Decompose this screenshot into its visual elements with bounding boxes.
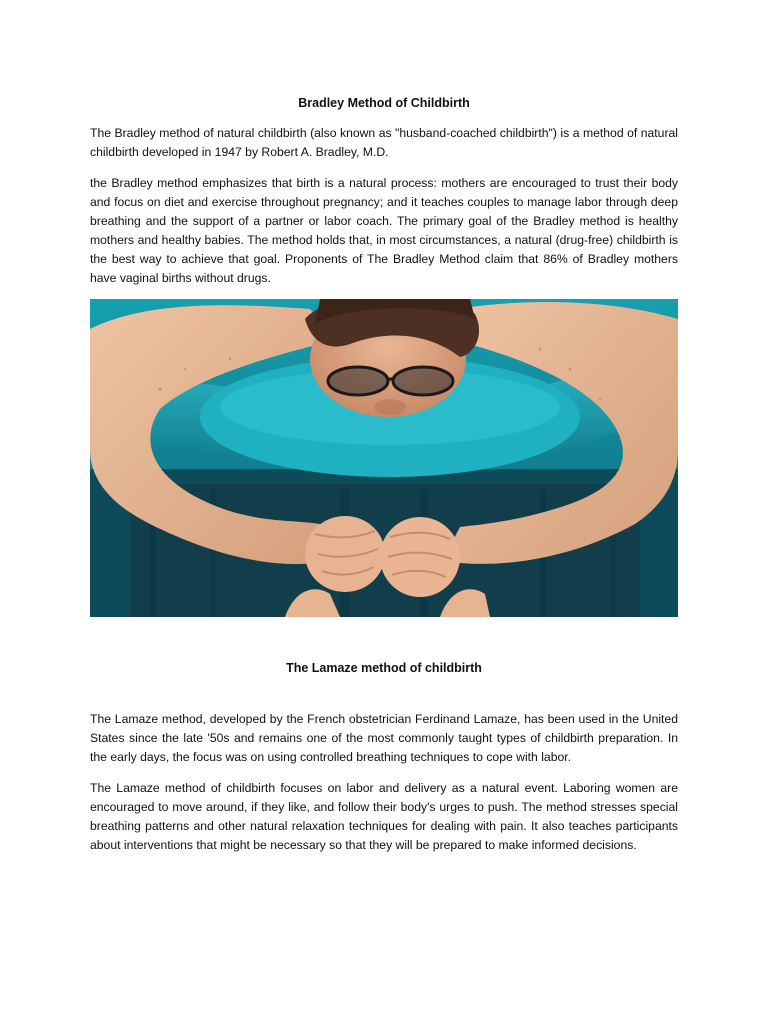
lamaze-paragraph-2: The Lamaze method of childbirth focuses on labor and delivery as a natural event. Laboring women are encouraged to move around, if they like, and follow their body's urges to push. The method stresses special breathing patterns and other natural relaxation techniques for dealing with pain. It also teaches participants about interventions that might be necessary so that they will be prepared to make informed decisions. (90, 781, 678, 852)
section-title-bradley: Bradley Method of Childbirth (298, 96, 470, 110)
lamaze-paragraph-1: The Lamaze method, developed by the French obstetrician Ferdinand Lamaze, has been used in the United States since the late '50s and remains one of the most commonly taught types of childbirth preparation. In the early days, the focus was on using controlled breathing techniques to cope with labor. (90, 712, 678, 764)
section-title-lamaze: The Lamaze method of childbirth (286, 661, 482, 675)
bradley-paragraph-1: The Bradley method of natural childbirth (also known as "husband-coached childbirth") is a method of natural childbirth developed in 1947 by Robert A. Bradley, M.D. (90, 126, 678, 159)
labor-photo (90, 299, 678, 617)
bradley-paragraph-2: the Bradley method emphasizes that birth is a natural process: mothers are encouraged to trust their body and focus on diet and exercise throughout pregnancy; and it teaches couples to manage labor through deep breathing and the support of a partner or labor coach. The primary goal of the Bradley method is healthy mothers and healthy babies. The method holds that, in most circumstances, a natural (drug-free) childbirth is the best way to achieve that goal. Proponents of The Bradley Method claim that 86% of Bradley mothers have vaginal births without drugs. (90, 176, 678, 285)
document-content (90, 94, 678, 855)
